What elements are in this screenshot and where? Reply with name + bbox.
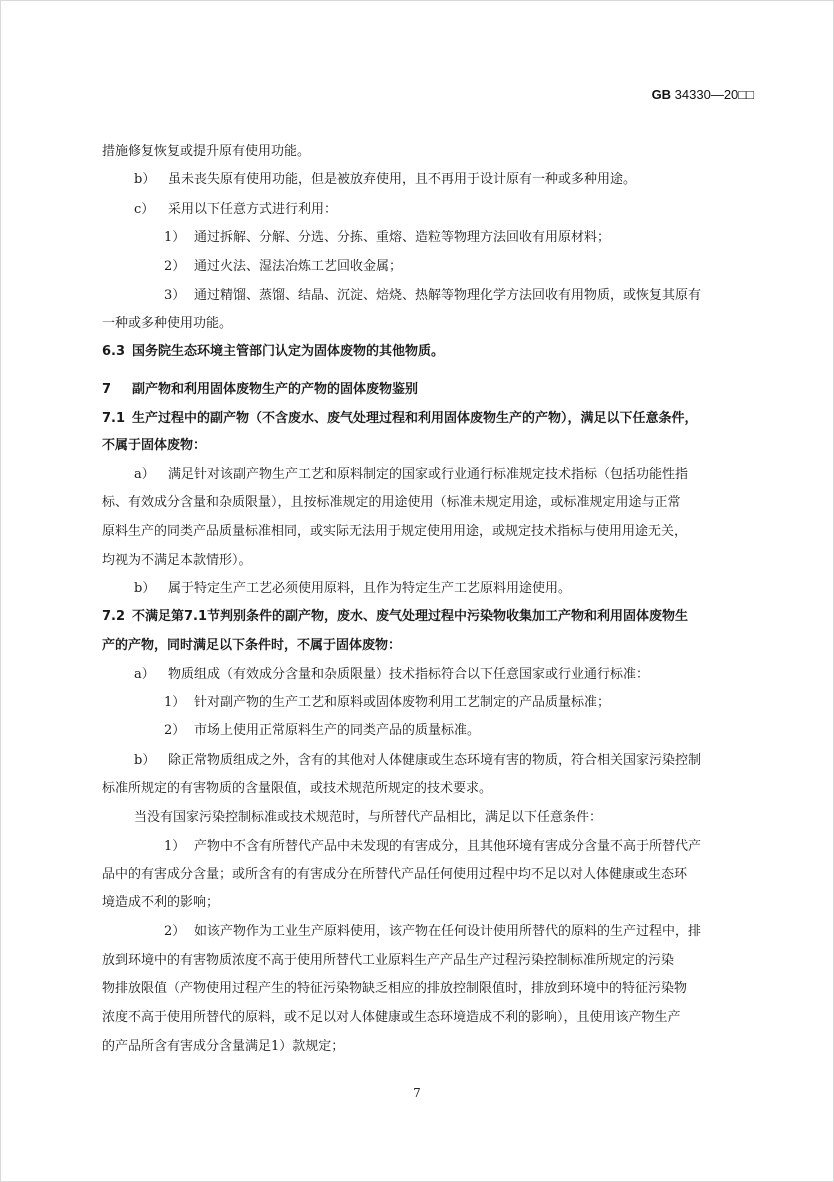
list-item-b: b） 属于特定生产工艺必须使用原料，且作为特定生产工艺原料用途使用。 bbox=[134, 581, 572, 596]
text-line: 浓度不高于使用所替代的原料，或不足以对人体健康或生态环境造成不利的影响），且使用该产物生产 bbox=[102, 1010, 681, 1025]
text-line: 一种或多种使用功能。 bbox=[102, 316, 233, 331]
sub-item-3: 3） 通过精馏、蒸馏、结晶、沉淀、焙烧、热解等物理化学方法回收有用物质，或恢复其原有 bbox=[164, 288, 702, 303]
list-item-b: b） 除正常物质组成之外，含有的其他对人体健康或生态环境有害的物质，符合相关国家污染控制 bbox=[134, 753, 702, 768]
sub-item-2: 2） 市场上使用正常原料生产的同类产品的质量标准。 bbox=[164, 723, 481, 738]
list-item-c: c） 采用以下任意方式进行利用： bbox=[134, 202, 338, 217]
standard-number: 34330—20□□ bbox=[671, 87, 754, 102]
chapter-7-heading: 7 副产物和利用固体废物生产的产物的固体废物鉴别 bbox=[102, 382, 419, 397]
sub-item-2: 2） 如该产物作为工业生产原料使用，该产物在任何设计使用所替代的原料的生产过程中，排 bbox=[164, 924, 702, 939]
sub-item-1: 1） 通过拆解、分解、分选、分拣、重熔、造粒等物理方法回收有用原材料； bbox=[164, 230, 611, 245]
text-line: 的产品所含有害成分含量满足1）款规定； bbox=[102, 1039, 345, 1054]
list-item-a: a） 物质组成（有效成分含量和杂质限量）技术指标符合以下任意国家或行业通行标准： bbox=[134, 667, 650, 682]
sub-item-2: 2） 通过火法、湿法冶炼工艺回收金属； bbox=[164, 259, 403, 274]
text-line: 物排放限值（产物使用过程产生的特征污染物缺乏相应的排放控制限值时，排放到环境中的特征污染物 bbox=[102, 981, 688, 996]
text-line: 不属于固体废物： bbox=[102, 438, 207, 453]
text-line: 标准所规定的有害物质的含量限值，或技术规范所规定的技术要求。 bbox=[102, 781, 493, 796]
text-line: 放到环境中的有害物质浓度不高于使用所替代工业原料生产产品生产过程污染控制标准所规定的污染 bbox=[102, 953, 675, 968]
standard-code-header bbox=[652, 87, 754, 102]
clause-6-3: 6.3 国务院生态环境主管部门认定为固体废物的其他物质。 bbox=[102, 344, 445, 359]
clause-7-2: 7.2 不满足第7.1节判别条件的副产物，废水、废气处理过程中污染物收集加工产物和利用固体废物生 bbox=[102, 609, 689, 624]
page-number: 7 bbox=[413, 1086, 421, 1100]
list-item-b: b） 虽未丧失原有使用功能，但是被放弃使用，且不再用于设计原有一种或多种用途。 bbox=[134, 172, 637, 187]
text-line: 品中的有害成分含量；或所含有的有害成分在所替代产品任何使用过程中均不足以对人体健康或生态环 bbox=[102, 867, 688, 882]
clause-7-1: 7.1 生产过程中的副产物（不含废水、废气处理过程和利用固体废物生产的产物），满足以下任意条件， bbox=[102, 411, 698, 426]
sub-item-1: 1） 产物中不含有所替代产品中未发现的有害成分，且其他环境有害成分含量不高于所替代产 bbox=[164, 839, 702, 854]
sub-item-1: 1） 针对副产物的生产工艺和原料或固体废物利用工艺制定的产品质量标准； bbox=[164, 695, 611, 710]
text-line: 均视为不满足本款情形）。 bbox=[102, 553, 252, 568]
text-line: 原料生产的同类产品质量标准相同，或实际无法用于规定使用用途，或规定技术指标与使用用途无关， bbox=[102, 524, 688, 539]
text-line: 产的产物，同时满足以下条件时，不属于固体废物： bbox=[102, 638, 402, 653]
list-item-a: a） 满足针对该副产物生产工艺和原料制定的国家或行业通行标准规定技术指标（包括功能性指 bbox=[134, 467, 689, 482]
text-line: 标、有效成分含量和杂质限量），且按标准规定的用途使用（标准未规定用途，或标准规定用途与正常 bbox=[102, 495, 681, 510]
text-line: 当没有国家污染控制标准或技术规范时，与所替代产品相比，满足以下任意条件： bbox=[134, 810, 603, 825]
standard-prefix: GB bbox=[651, 87, 672, 102]
text-line: 措施修复恢复或提升原有使用功能。 bbox=[102, 144, 311, 159]
text-line: 境造成不利的影响； bbox=[102, 895, 220, 910]
